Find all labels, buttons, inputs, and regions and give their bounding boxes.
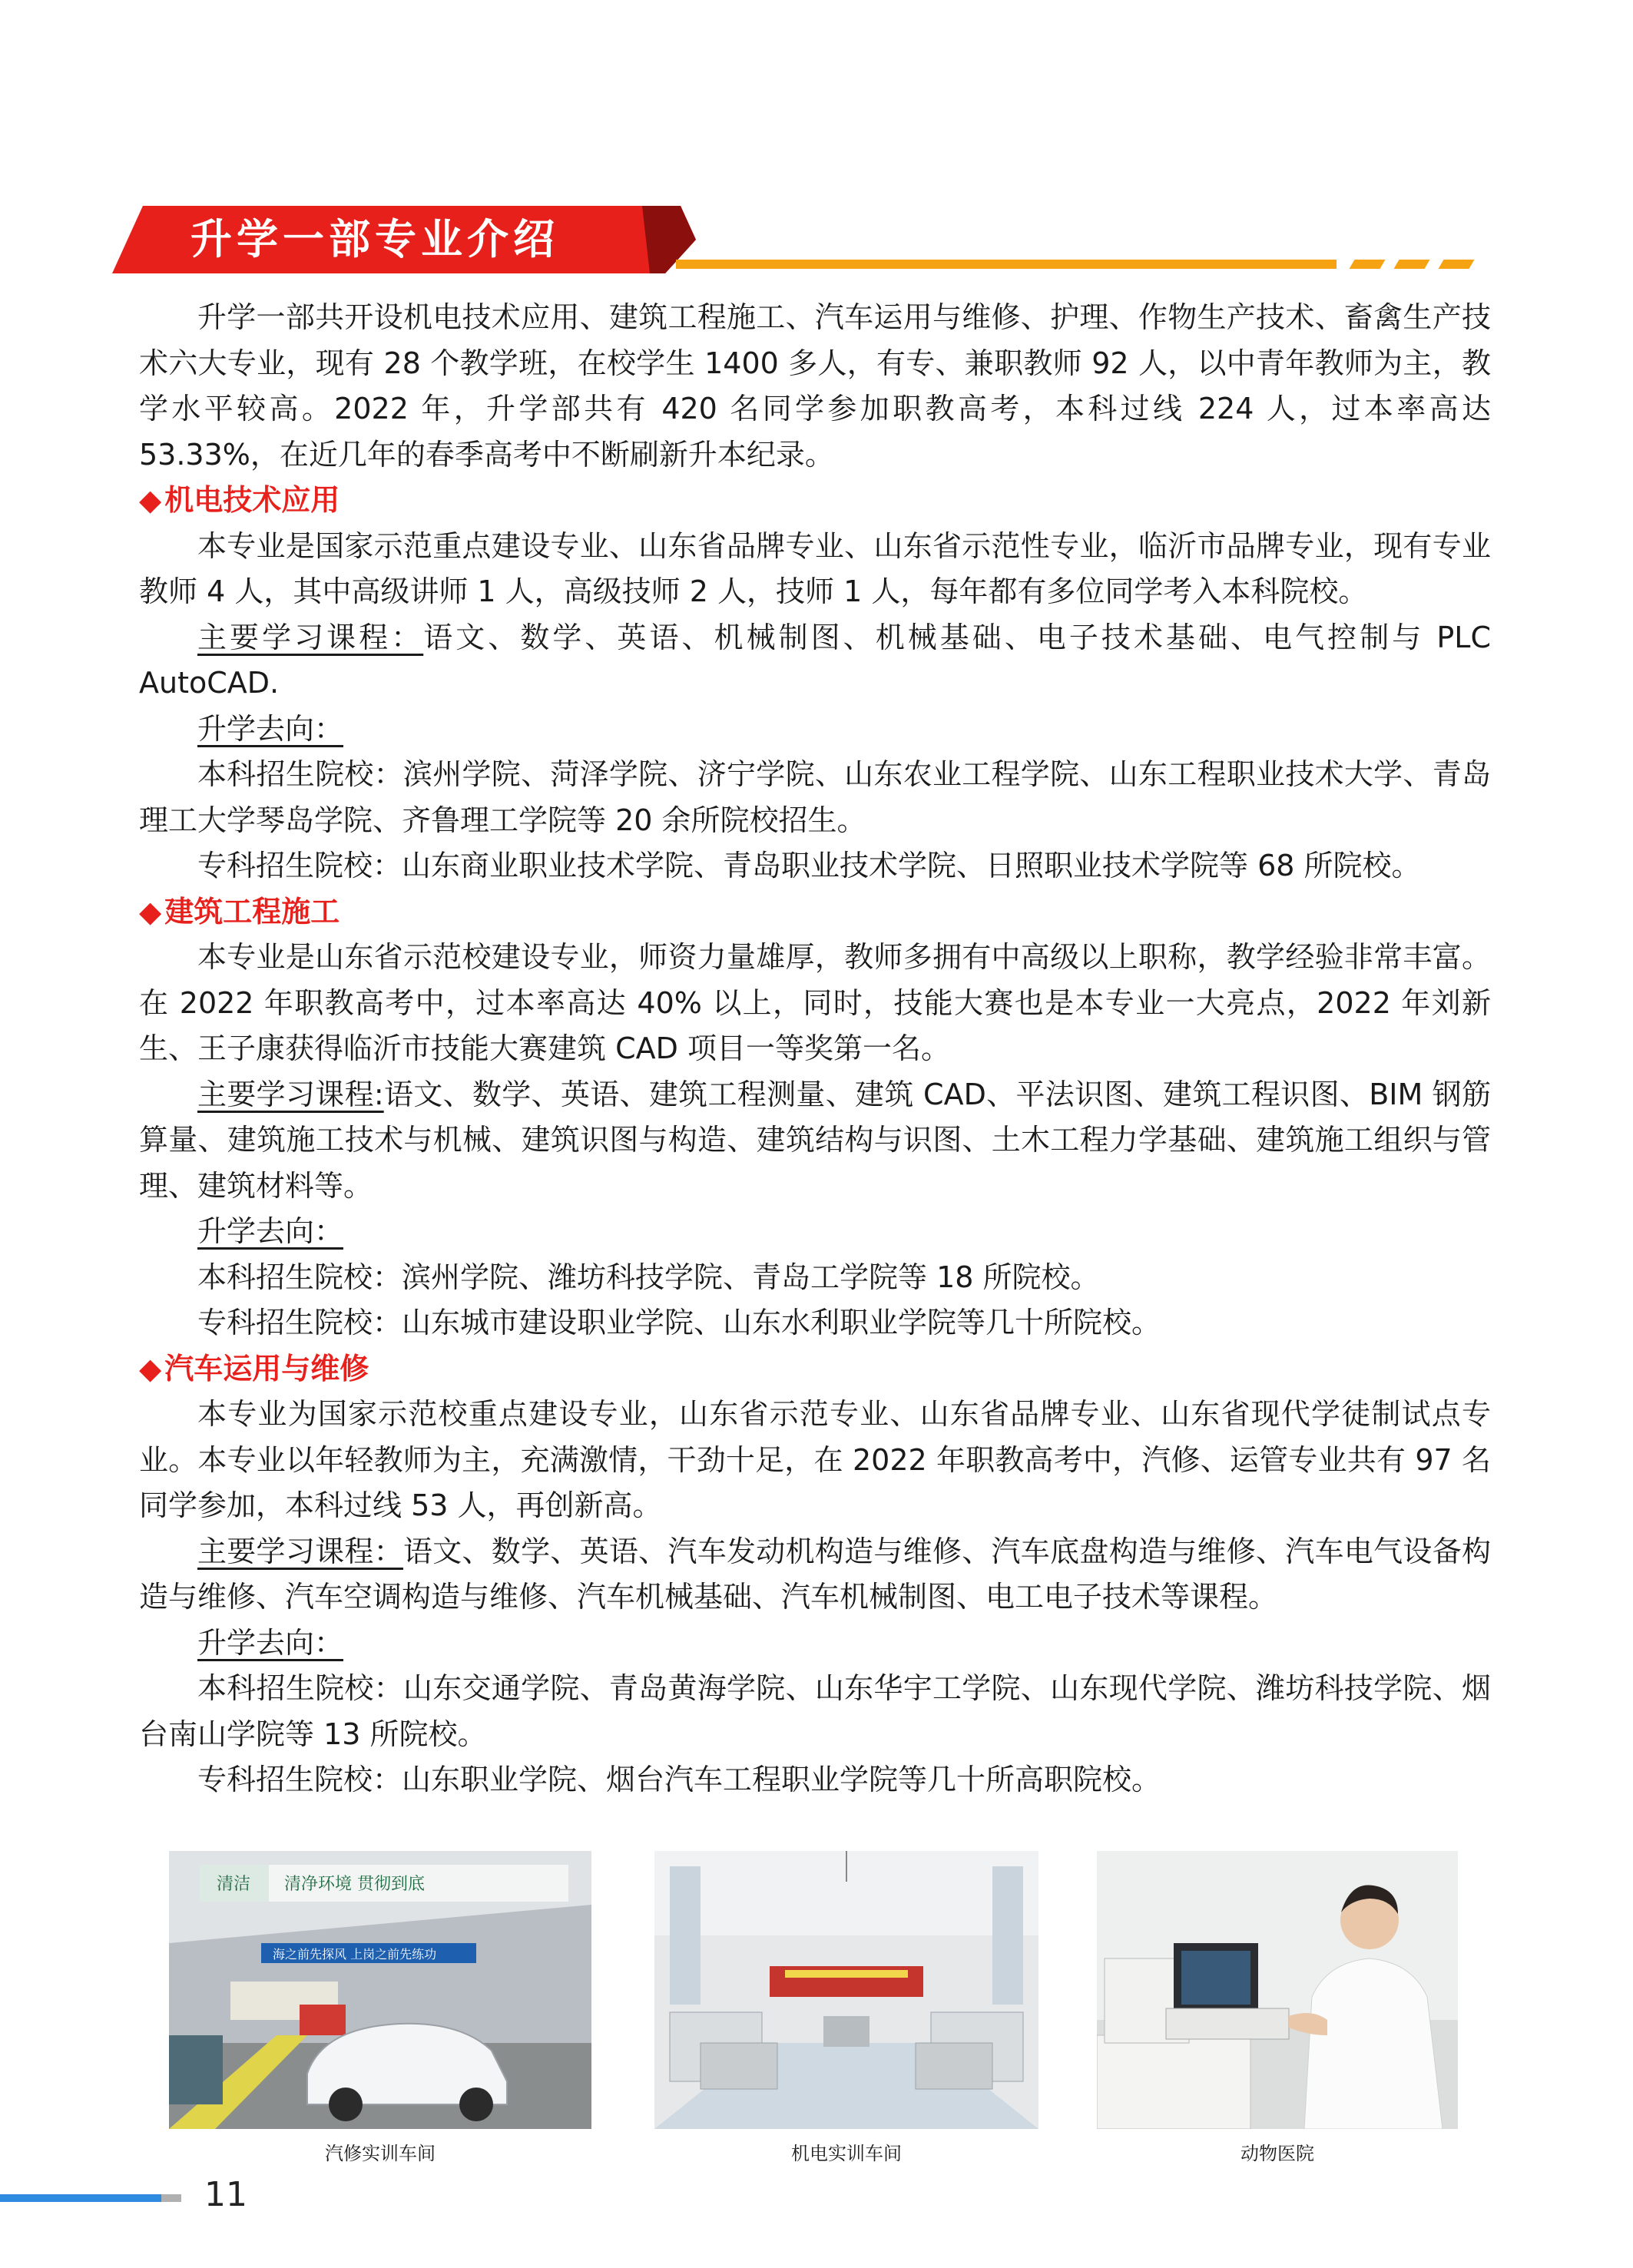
header-dash xyxy=(1350,260,1386,269)
course-text: 语文、数学、英语、建筑工程测量、建筑 CAD、平法识图、建筑工程识图、BIM 钢筋算量、建筑施工技术与机械、建筑识图与构造、建筑结构与识图、土木工程力学基础、建筑施工组织与管理、建筑材料等。 xyxy=(139,1077,1491,1203)
photo-caption: 动物医院 xyxy=(1240,2143,1314,2164)
course-text: 语文、数学、英语、机械制图、机械基础、电子技术基础、电气控制与 PLC AutoCAD. xyxy=(139,620,1491,700)
page-bar xyxy=(0,2194,161,2202)
article-body xyxy=(139,295,1491,1803)
section-heading: ◆ 汽车运用与维修 xyxy=(139,1351,369,1386)
section-heading: ◆ 建筑工程施工 xyxy=(139,894,340,929)
college-schools: 专科招生院校：山东城市建设职业学院、山东水利职业学院等几十所院校。 xyxy=(197,1306,1161,1339)
bachelor-schools: 本科招生院校：山东交通学院、青岛黄海学院、山东华宇工学院、山东现代学院、潍坊科技学院、烟台南山学院等 13 所院校。 xyxy=(139,1671,1491,1751)
section-heading: ◆ 机电技术应用 xyxy=(139,483,340,517)
sign-text: 清净环境 贯彻到底 xyxy=(284,1875,425,1894)
course-label: 主要学习课程： xyxy=(197,620,424,654)
photo-mechatronics-workshop xyxy=(654,1851,1038,2129)
course-paragraph xyxy=(139,1529,1491,1621)
destination-label: 升学去向： xyxy=(197,1625,344,1660)
page-number: 11 xyxy=(204,2175,247,2214)
diamond-icon: ◆ xyxy=(139,894,162,929)
section-desc: 本专业为国家示范校重点建设专业，山东省示范专业、山东省品牌专业、山东省现代学徒制试点专业。本专业以年轻教师为主，充满激情，干劲十足，在 2022 年职教高考中，汽修、运管专业共有 97 名同学参加，本科过线 53 人，再创新高。 xyxy=(139,1397,1491,1522)
course-paragraph xyxy=(139,615,1491,707)
section-banner xyxy=(112,206,696,273)
photo-auto-workshop xyxy=(169,1851,591,2129)
photo-caption: 汽修实训车间 xyxy=(325,2143,436,2164)
sign-text: 清洁 xyxy=(217,1875,251,1894)
photo-caption: 机电实训车间 xyxy=(791,2143,902,2164)
photo-animal-hospital xyxy=(1097,1851,1458,2129)
diamond-icon: ◆ xyxy=(139,1351,162,1386)
destination-label: 升学去向： xyxy=(197,1214,344,1248)
intro-paragraph: 升学一部共开设机电技术应用、建筑工程施工、汽车运用与维修、护理、作物生产技术、畜禽生产技术六大专业，现有 28 个教学班，在校学生 1400 多人，有专、兼职教师 92 人，以中青年教师为主，教学水平较高。2022 年，升学部共有 420 名同学参加职教高考，本科过线 224 人，过本率高达 53.33%，在近几年的春季高考中不断刷新升本纪录。 xyxy=(139,300,1491,472)
sign-text: 海之前先探风 上岗之前先练功 xyxy=(273,1947,437,1962)
section-desc: 本专业是山东省示范校建设专业，师资力量雄厚，教师多拥有中高级以上职称，教学经验非常丰富。在 2022 年职教高考中，过本率高达 40% 以上，同时，技能大赛也是本专业一大亮点，2022 年刘新生、王子康获得临沂市技能大赛建筑 CAD 项目一等奖第一名。 xyxy=(139,940,1491,1065)
destination-label: 升学去向： xyxy=(197,711,344,746)
header-dash xyxy=(1439,260,1475,269)
header-rule xyxy=(676,260,1337,269)
course-text: 语文、数学、英语、汽车发动机构造与维修、汽车底盘构造与维修、汽车电气设备构造与维修、汽车空调构造与维修、汽车机械基础、汽车机械制图、电工电子技术等课程。 xyxy=(139,1534,1491,1614)
college-schools: 专科招生院校：山东商业职业技术学院、青岛职业技术学院、日照职业技术学院等 68 所院校。 xyxy=(197,849,1421,882)
section-desc: 本专业是国家示范重点建设专业、山东省品牌专业、山东省示范性专业，临沂市品牌专业，现有专业教师 4 人，其中高级讲师 1 人，高级技师 2 人，技师 1 人，每年都有多位同学考入本科院校。 xyxy=(139,528,1491,608)
page-title: 升学一部专业介绍 xyxy=(190,215,559,263)
page-bar xyxy=(161,2194,181,2202)
course-label: 主要学习课程: xyxy=(197,1077,384,1111)
header-dash xyxy=(1394,260,1430,269)
course-label: 主要学习课程： xyxy=(197,1534,403,1568)
college-schools: 专科招生院校：山东职业学院、烟台汽车工程职业学院等几十所高职院校。 xyxy=(197,1763,1161,1796)
diamond-icon: ◆ xyxy=(139,483,162,517)
course-paragraph xyxy=(139,1072,1491,1210)
bachelor-schools: 本科招生院校：滨州学院、菏泽学院、济宁学院、山东农业工程学院、山东工程职业技术大学、青岛理工大学琴岛学院、齐鲁理工学院等 20 余所院校招生。 xyxy=(139,757,1491,837)
bachelor-schools: 本科招生院校：滨州学院、潍坊科技学院、青岛工学院等 18 所院校。 xyxy=(197,1260,1100,1294)
